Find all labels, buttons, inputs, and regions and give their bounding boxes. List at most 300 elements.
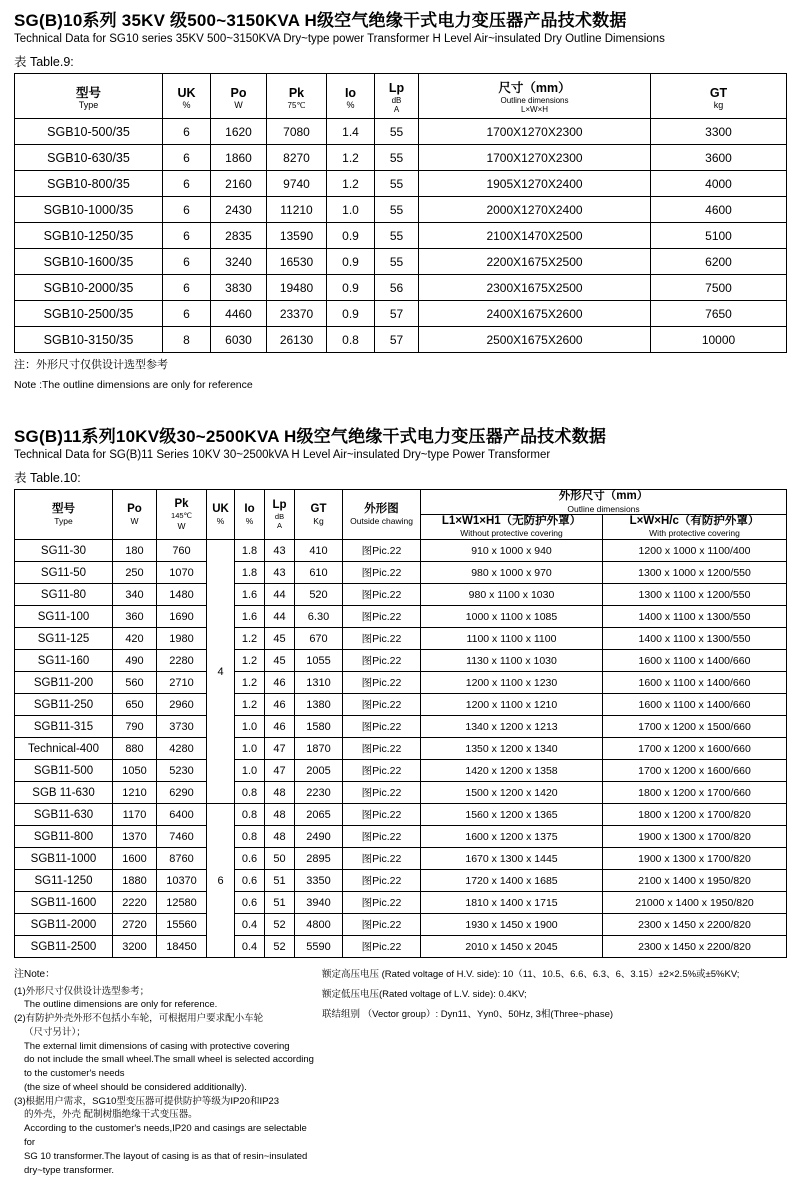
cell-dim-without-cover: 1600 x 1200 x 1375 — [421, 826, 603, 848]
cell-io: 0.6 — [235, 892, 265, 914]
cell-lp: 57 — [375, 301, 419, 327]
footer-left-line: (the size of wheel should be considered additionally). — [24, 1081, 247, 1093]
cell-lp: 55 — [375, 119, 419, 145]
footer-left-line: According to the customer's needs,IP20 and casings are selectable for — [24, 1123, 307, 1148]
cell-model: SGB10-630/35 — [15, 145, 163, 171]
cell-po: 340 — [113, 584, 157, 606]
cell-model: SG11-50 — [15, 562, 113, 584]
cell-dimensions: 2300X1675X2500 — [419, 275, 651, 301]
footer-note-head: 注Note： — [14, 969, 56, 981]
cell-dim-with-cover: 1700 x 1200 x 1500/660 — [603, 716, 787, 738]
table-row — [15, 249, 787, 275]
cell-uk: 6 — [163, 119, 211, 145]
cell-model: SGB11-1000 — [15, 848, 113, 870]
table-row — [15, 584, 787, 606]
cell-gt: 7500 — [651, 275, 787, 301]
table9-col-lp-label: Lp — [388, 81, 405, 96]
cell-po: 180 — [113, 540, 157, 562]
cell-gt: 3300 — [651, 119, 787, 145]
cell-dim-with-cover: 1600 x 1100 x 1400/660 — [603, 672, 787, 694]
table-row — [15, 848, 787, 870]
cell-dimensions: 2500X1675X2600 — [419, 327, 651, 353]
table10-col-dim1-cn: L1×W1×H1（无防护外罩） — [441, 515, 582, 528]
cell-pk: 760 — [157, 540, 207, 562]
table10-col-pk — [157, 490, 207, 540]
footer-left-line: The external limit dimensions of casing with protective covering — [24, 1040, 290, 1052]
cell-gt: 410 — [295, 540, 343, 562]
cell-gt: 3940 — [295, 892, 343, 914]
cell-picture: 图Pic.22 — [343, 628, 421, 650]
cell-po: 1170 — [113, 804, 157, 826]
table10-col-model — [15, 490, 113, 540]
cell-model: SG11-1250 — [15, 870, 113, 892]
footer-right-column — [322, 968, 762, 1177]
section2-title-cn: SG(B)11系列10KV级30~2500KVA H级空气绝缘干式电力变压器产品技术数据 — [14, 427, 607, 447]
cell-po: 1210 — [113, 782, 157, 804]
cell-pk: 26130 — [267, 327, 327, 353]
cell-lp: 51 — [265, 892, 295, 914]
cell-dim-with-cover: 2100 x 1400 x 1950/820 — [603, 870, 787, 892]
cell-model: SGB11-200 — [15, 672, 113, 694]
cell-uk: 4 — [207, 540, 235, 804]
cell-pk: 12580 — [157, 892, 207, 914]
table9-col-gt — [651, 74, 787, 119]
cell-gt: 670 — [295, 628, 343, 650]
cell-pk: 5230 — [157, 760, 207, 782]
cell-lp: 52 — [265, 936, 295, 958]
cell-gt: 2230 — [295, 782, 343, 804]
cell-dim-without-cover: 1200 x 1100 x 1230 — [421, 672, 603, 694]
footer-notes — [14, 968, 786, 1177]
cell-pk: 23370 — [267, 301, 327, 327]
table9-col-model-en: Type — [78, 99, 99, 110]
cell-lp: 46 — [265, 716, 295, 738]
cell-dim-without-cover: 1500 x 1200 x 1420 — [421, 782, 603, 804]
table10-col-po-label: Po — [127, 502, 142, 515]
cell-dim-with-cover: 1300 x 1000 x 1200/550 — [603, 562, 787, 584]
cell-io: 1.6 — [235, 584, 265, 606]
table10-col-uk-unit: % — [216, 516, 225, 527]
cell-dim-with-cover: 1300 x 1100 x 1200/550 — [603, 584, 787, 606]
footer-left-line: （尺寸另计）； — [24, 1026, 86, 1038]
table-row — [15, 694, 787, 716]
cell-dim-without-cover: 2010 x 1450 x 2045 — [421, 936, 603, 958]
cell-picture: 图Pic.22 — [343, 738, 421, 760]
cell-po: 3240 — [211, 249, 267, 275]
cell-pk: 2710 — [157, 672, 207, 694]
cell-gt: 6.30 — [295, 606, 343, 628]
cell-io: 1.0 — [235, 760, 265, 782]
cell-dim-without-cover: 980 x 1100 x 1030 — [421, 584, 603, 606]
table-row — [15, 936, 787, 958]
table9-col-po — [211, 74, 267, 119]
table9-col-dimensions — [419, 74, 651, 119]
table10-col-uk — [207, 490, 235, 540]
table-row — [15, 650, 787, 672]
cell-lp: 43 — [265, 562, 295, 584]
cell-dimensions: 2100X1470X2500 — [419, 223, 651, 249]
cell-model: SGB10-800/35 — [15, 171, 163, 197]
table9-col-po-label: Po — [230, 85, 247, 100]
cell-dim-with-cover: 1400 x 1100 x 1300/550 — [603, 606, 787, 628]
cell-io: 1.8 — [235, 540, 265, 562]
cell-io: 0.8 — [235, 826, 265, 848]
cell-gt: 1580 — [295, 716, 343, 738]
cell-gt: 10000 — [651, 327, 787, 353]
cell-po: 2220 — [113, 892, 157, 914]
cell-picture: 图Pic.22 — [343, 694, 421, 716]
cell-io: 0.9 — [327, 223, 375, 249]
table10-col-pic-cn: 外形图 — [364, 502, 399, 515]
footer-left-line: 的外壳，外壳 配制树脂绝缘干式变压器。 — [24, 1109, 198, 1121]
table10-col-dim1-en: Without protective covering — [460, 528, 563, 539]
cell-pk: 4280 — [157, 738, 207, 760]
footer-left-line: The outline dimensions are only for reference. — [24, 999, 218, 1011]
cell-po: 790 — [113, 716, 157, 738]
cell-picture: 图Pic.22 — [343, 848, 421, 870]
table10-col-pk-unit: W — [177, 520, 186, 531]
cell-io: 1.2 — [235, 628, 265, 650]
cell-io: 0.6 — [235, 870, 265, 892]
cell-uk: 6 — [163, 197, 211, 223]
table10-col-model-en: Type — [54, 516, 73, 527]
cell-model: SGB11-315 — [15, 716, 113, 738]
cell-gt: 1870 — [295, 738, 343, 760]
cell-dimensions: 1700X1270X2300 — [419, 145, 651, 171]
cell-model: SG11-160 — [15, 650, 113, 672]
cell-io: 1.8 — [235, 562, 265, 584]
cell-picture: 图Pic.22 — [343, 804, 421, 826]
table9-col-model — [15, 74, 163, 119]
table9-col-uk-unit: % — [182, 99, 191, 110]
cell-gt: 4800 — [295, 914, 343, 936]
cell-lp: 44 — [265, 606, 295, 628]
cell-model: SG11-125 — [15, 628, 113, 650]
table9-col-pk-sub: 75℃ — [287, 100, 306, 110]
cell-pk: 9740 — [267, 171, 327, 197]
table10-col-gt-unit: Kg — [313, 516, 324, 527]
cell-po: 1880 — [113, 870, 157, 892]
table9-label: 表 Table.9: — [14, 55, 74, 70]
table9-col-io-unit: % — [346, 99, 355, 110]
cell-dim-without-cover: 1670 x 1300 x 1445 — [421, 848, 603, 870]
cell-gt: 3350 — [295, 870, 343, 892]
table10-col-pk-label: Pk — [174, 498, 189, 511]
table10-col-gt-label: GT — [310, 502, 327, 515]
footer-right-line: 额定低压电压(Rated voltage of L.V. side): 0.4KV; — [322, 988, 527, 1000]
cell-io: 0.9 — [327, 301, 375, 327]
cell-po: 1370 — [113, 826, 157, 848]
footer-left-line: (3)根据用户需求，SG10型变压器可提供防护等级为IP20和IP23 — [14, 1095, 279, 1107]
cell-dim-without-cover: 910 x 1000 x 940 — [421, 540, 603, 562]
cell-picture: 图Pic.22 — [343, 540, 421, 562]
cell-dim-with-cover: 1200 x 1000 x 1100/400 — [603, 540, 787, 562]
cell-pk: 10370 — [157, 870, 207, 892]
cell-gt: 7650 — [651, 301, 787, 327]
cell-pk: 1980 — [157, 628, 207, 650]
cell-pk: 2960 — [157, 694, 207, 716]
cell-model: SGB10-1600/35 — [15, 249, 163, 275]
cell-dim-without-cover: 1930 x 1450 x 1900 — [421, 914, 603, 936]
cell-lp: 56 — [375, 275, 419, 301]
cell-gt: 4000 — [651, 171, 787, 197]
cell-lp: 55 — [375, 223, 419, 249]
cell-po: 420 — [113, 628, 157, 650]
cell-pk: 8760 — [157, 848, 207, 870]
table10-header-row-1 — [15, 490, 787, 515]
cell-dimensions: 1700X1270X2300 — [419, 119, 651, 145]
cell-dim-with-cover: 1600 x 1100 x 1400/660 — [603, 694, 787, 716]
cell-po: 2835 — [211, 223, 267, 249]
cell-lp: 48 — [265, 782, 295, 804]
cell-lp: 47 — [265, 738, 295, 760]
table9-col-gt-label: GT — [709, 85, 728, 100]
cell-lp: 44 — [265, 584, 295, 606]
table10-col-pic-en: Outside chawing — [350, 516, 413, 527]
cell-io: 0.9 — [327, 249, 375, 275]
cell-po: 6030 — [211, 327, 267, 353]
table-10 — [14, 489, 787, 958]
table10-col-dims-en: Outline dimensions — [567, 503, 640, 514]
cell-pk: 19480 — [267, 275, 327, 301]
cell-picture: 图Pic.22 — [343, 716, 421, 738]
cell-gt: 5100 — [651, 223, 787, 249]
cell-lp: 55 — [375, 197, 419, 223]
cell-lp: 55 — [375, 145, 419, 171]
cell-dim-with-cover: 1900 x 1300 x 1700/820 — [603, 848, 787, 870]
cell-picture: 图Pic.22 — [343, 606, 421, 628]
table-row — [15, 223, 787, 249]
cell-dim-without-cover: 1720 x 1400 x 1685 — [421, 870, 603, 892]
cell-picture: 图Pic.22 — [343, 562, 421, 584]
cell-picture: 图Pic.22 — [343, 782, 421, 804]
cell-lp: 45 — [265, 650, 295, 672]
table-row — [15, 606, 787, 628]
cell-io: 1.2 — [235, 694, 265, 716]
cell-lp: 47 — [265, 760, 295, 782]
cell-picture: 图Pic.22 — [343, 826, 421, 848]
cell-model: SGB10-3150/35 — [15, 327, 163, 353]
cell-pk: 6400 — [157, 804, 207, 826]
cell-dim-with-cover: 1900 x 1300 x 1700/820 — [603, 826, 787, 848]
cell-lp: 57 — [375, 327, 419, 353]
cell-dim-without-cover: 1350 x 1200 x 1340 — [421, 738, 603, 760]
cell-po: 490 — [113, 650, 157, 672]
footer-left-line: (1)外形尺寸仅供设计选型参考； — [14, 985, 150, 997]
cell-lp: 55 — [375, 171, 419, 197]
cell-io: 0.4 — [235, 936, 265, 958]
cell-gt: 2490 — [295, 826, 343, 848]
table9-col-io — [327, 74, 375, 119]
table10-col-io-unit: % — [245, 516, 254, 527]
cell-model: SGB11-1600 — [15, 892, 113, 914]
table-row — [15, 760, 787, 782]
cell-dim-without-cover: 1200 x 1100 x 1210 — [421, 694, 603, 716]
footer-left-line: do not include the small wheel.The small wheel is selected according — [24, 1054, 314, 1066]
cell-gt: 1055 — [295, 650, 343, 672]
cell-lp: 50 — [265, 848, 295, 870]
table9-col-po-unit: W — [234, 99, 243, 110]
cell-po: 1620 — [211, 119, 267, 145]
table10-col-model-cn: 型号 — [52, 502, 75, 515]
cell-pk: 1070 — [157, 562, 207, 584]
cell-picture: 图Pic.22 — [343, 892, 421, 914]
cell-pk: 8270 — [267, 145, 327, 171]
cell-model: SGB10-500/35 — [15, 119, 163, 145]
cell-picture: 图Pic.22 — [343, 760, 421, 782]
cell-dim-with-cover: 1400 x 1100 x 1300/550 — [603, 628, 787, 650]
cell-po: 650 — [113, 694, 157, 716]
cell-pk: 15560 — [157, 914, 207, 936]
table10-col-picture — [343, 490, 421, 540]
table10-col-po — [113, 490, 157, 540]
table-row — [15, 540, 787, 562]
cell-po: 1860 — [211, 145, 267, 171]
cell-dim-without-cover: 1100 x 1100 x 1100 — [421, 628, 603, 650]
table9-col-model-cn: 型号 — [75, 85, 101, 100]
cell-dim-without-cover: 1130 x 1100 x 1030 — [421, 650, 603, 672]
cell-uk: 6 — [163, 275, 211, 301]
cell-picture: 图Pic.22 — [343, 650, 421, 672]
cell-model: SGB11-500 — [15, 760, 113, 782]
table9-col-lp — [375, 74, 419, 119]
cell-pk: 7080 — [267, 119, 327, 145]
cell-uk: 6 — [163, 249, 211, 275]
table10-col-dim-with-cover — [603, 515, 787, 540]
cell-gt: 6200 — [651, 249, 787, 275]
cell-po: 560 — [113, 672, 157, 694]
table-row — [15, 119, 787, 145]
table9-note-cn: 注：外形尺寸仅供设计选型参考 — [14, 359, 168, 372]
cell-model: SG11-80 — [15, 584, 113, 606]
footer-left-line: dry~type transformer. — [24, 1164, 115, 1176]
table-9 — [14, 73, 787, 353]
table-row — [15, 628, 787, 650]
table10-col-lp-unit: A — [276, 521, 282, 531]
cell-io: 1.2 — [327, 171, 375, 197]
cell-dim-with-cover: 1700 x 1200 x 1600/660 — [603, 738, 787, 760]
cell-dimensions: 2000X1270X2400 — [419, 197, 651, 223]
table10-col-dim2-en: With protective covering — [649, 528, 740, 539]
cell-dimensions: 1905X1270X2400 — [419, 171, 651, 197]
cell-io: 1.0 — [235, 716, 265, 738]
cell-gt: 5590 — [295, 936, 343, 958]
table10-col-io-label: Io — [244, 502, 255, 515]
cell-dim-with-cover: 1700 x 1200 x 1600/660 — [603, 760, 787, 782]
cell-picture: 图Pic.22 — [343, 914, 421, 936]
footer-left-line: to the customer's needs — [24, 1068, 125, 1080]
cell-po: 1050 — [113, 760, 157, 782]
cell-lp: 45 — [265, 628, 295, 650]
section1-title-cn: SG(B)10系列 35KV 级500~3150KVA H级空气绝缘干式电力变压器产品技术数据 — [14, 11, 627, 30]
table-row — [15, 826, 787, 848]
table10-col-po-unit: W — [130, 516, 139, 527]
cell-io: 0.4 — [235, 914, 265, 936]
cell-io: 1.2 — [327, 145, 375, 171]
table-row — [15, 562, 787, 584]
cell-io: 1.2 — [235, 672, 265, 694]
cell-pk: 2280 — [157, 650, 207, 672]
cell-model: SGB11-2000 — [15, 914, 113, 936]
cell-pk: 1480 — [157, 584, 207, 606]
footer-left-line: SG 10 transformer.The layout of casing is as that of resin~insulated — [24, 1150, 308, 1162]
cell-pk: 11210 — [267, 197, 327, 223]
table-row — [15, 870, 787, 892]
table9-col-uk — [163, 74, 211, 119]
cell-lp: 52 — [265, 914, 295, 936]
cell-pk: 18450 — [157, 936, 207, 958]
table10-col-lp — [265, 490, 295, 540]
cell-io: 0.6 — [235, 848, 265, 870]
cell-uk: 6 — [163, 301, 211, 327]
table10-col-io — [235, 490, 265, 540]
cell-io: 1.6 — [235, 606, 265, 628]
table9-col-dim-en: Outline dimensions — [500, 95, 569, 105]
cell-model: SGB10-2000/35 — [15, 275, 163, 301]
cell-model: SGB 11-630 — [15, 782, 113, 804]
cell-lp: 48 — [265, 826, 295, 848]
table9-col-gt-unit: kg — [713, 99, 724, 110]
table-row — [15, 672, 787, 694]
cell-gt: 1310 — [295, 672, 343, 694]
cell-pk: 3730 — [157, 716, 207, 738]
cell-po: 2720 — [113, 914, 157, 936]
cell-dim-with-cover: 1600 x 1100 x 1400/660 — [603, 650, 787, 672]
cell-lp: 46 — [265, 672, 295, 694]
table10-col-lp-sub: dB — [274, 511, 285, 521]
cell-picture: 图Pic.22 — [343, 870, 421, 892]
cell-gt: 3600 — [651, 145, 787, 171]
cell-io: 1.4 — [327, 119, 375, 145]
cell-model: SG11-30 — [15, 540, 113, 562]
cell-gt: 4600 — [651, 197, 787, 223]
cell-io: 1.2 — [235, 650, 265, 672]
cell-po: 3200 — [113, 936, 157, 958]
cell-io: 1.0 — [327, 197, 375, 223]
cell-io: 0.8 — [235, 782, 265, 804]
cell-uk: 6 — [163, 223, 211, 249]
cell-dim-with-cover: 2300 x 1450 x 2200/820 — [603, 936, 787, 958]
cell-po: 2160 — [211, 171, 267, 197]
footer-right-line: 联结组别 （Vector group）: Dyn11、Yyn0、50Hz, 3相(Three~phase) — [322, 1008, 614, 1020]
cell-pk: 6290 — [157, 782, 207, 804]
cell-model: SGB11-250 — [15, 694, 113, 716]
table10-col-dimensions-group — [421, 490, 787, 515]
cell-gt: 2895 — [295, 848, 343, 870]
cell-dimensions: 2200X1675X2500 — [419, 249, 651, 275]
section1-title-en: Technical Data for SG10 series 35KV 500~3150KVA Dry~type power Transformer H Level Air~insulated Dry Outline Dimensions — [14, 33, 665, 46]
cell-po: 360 — [113, 606, 157, 628]
table-row — [15, 804, 787, 826]
cell-model: SGB10-2500/35 — [15, 301, 163, 327]
table-row — [15, 782, 787, 804]
table10-col-pk-sub: 145℃ — [171, 511, 192, 521]
cell-po: 880 — [113, 738, 157, 760]
cell-dim-without-cover: 1340 x 1200 x 1213 — [421, 716, 603, 738]
table9-col-lp-sub: dB — [391, 95, 402, 105]
section-sg11 — [14, 426, 786, 958]
cell-lp: 46 — [265, 694, 295, 716]
cell-dim-without-cover: 980 x 1000 x 970 — [421, 562, 603, 584]
cell-po: 4460 — [211, 301, 267, 327]
footer-left-line: (2)有防护外壳外形不包括小车轮，可根据用户要求配小车轮 — [14, 1013, 264, 1025]
cell-pk: 1690 — [157, 606, 207, 628]
table10-label: 表 Table.10: — [14, 471, 81, 486]
cell-pk: 7460 — [157, 826, 207, 848]
table-row — [15, 892, 787, 914]
cell-dim-with-cover: 1800 x 1200 x 1700/660 — [603, 782, 787, 804]
cell-picture: 图Pic.22 — [343, 936, 421, 958]
